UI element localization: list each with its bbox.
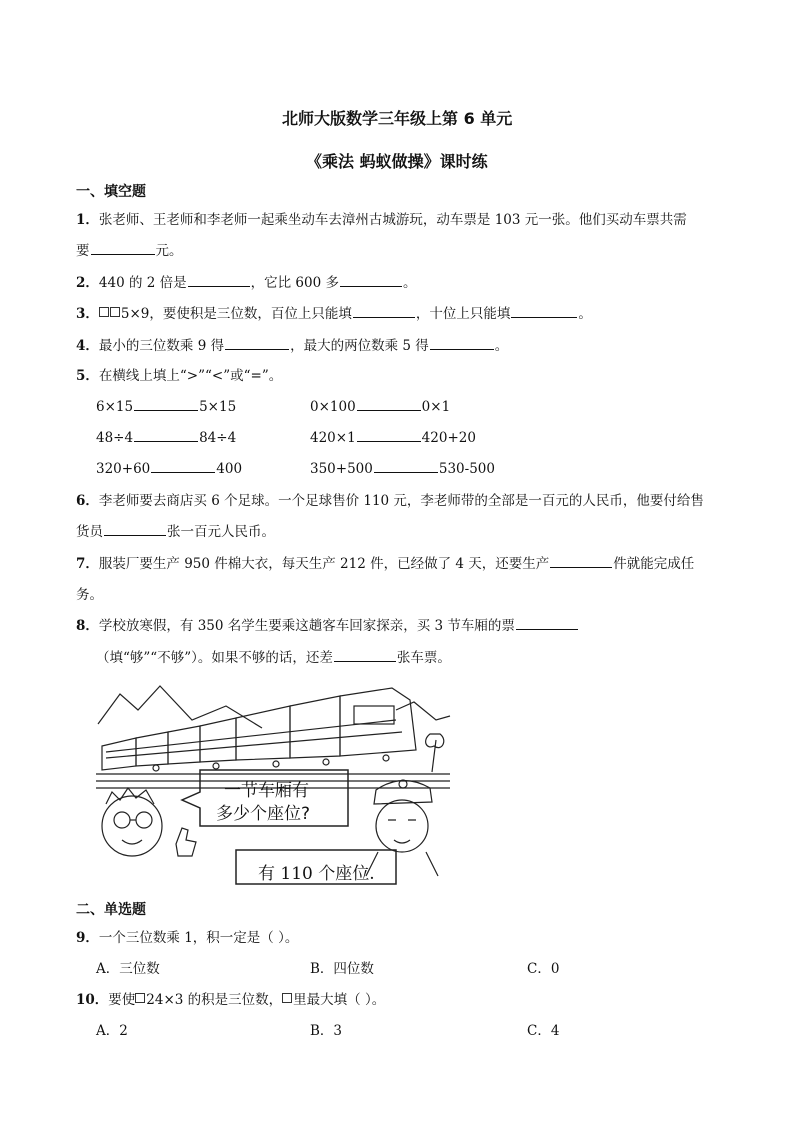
question-text: 学校放寒假，有 350 名学生要乘这趟客车回家探亲，买 3 节车厢的票 bbox=[98, 618, 515, 634]
question-text: 要使 bbox=[108, 992, 136, 1008]
answer-blank[interactable] bbox=[550, 553, 612, 568]
question-text: ，十位上只能填 bbox=[415, 306, 511, 322]
question-4 bbox=[76, 334, 508, 354]
page-subtitle: 《乘法 蚂蚁做操》课时练 bbox=[306, 152, 488, 171]
compare-item bbox=[96, 458, 242, 477]
question-1 bbox=[76, 208, 687, 228]
question-text: 货员 bbox=[76, 524, 103, 540]
question-text: 张一百元人民币。 bbox=[167, 524, 275, 540]
question-10 bbox=[76, 988, 385, 1008]
question-text: ，它比 600 多 bbox=[250, 275, 339, 291]
question-text: 张车票。 bbox=[396, 650, 451, 666]
expression-right: 530-500 bbox=[438, 461, 495, 477]
tree-icon bbox=[426, 734, 444, 772]
answer-blank[interactable] bbox=[430, 335, 494, 350]
option-a[interactable]: A．2 bbox=[96, 1023, 128, 1039]
question-8 bbox=[76, 614, 579, 634]
answer-blank[interactable] bbox=[334, 647, 396, 662]
speech-bubble-line1: 一节车厢有 bbox=[224, 781, 309, 801]
question-text: 要 bbox=[76, 243, 90, 259]
expression-left: 350+500 bbox=[310, 461, 373, 477]
question-6-line2 bbox=[76, 520, 275, 540]
section-heading-single-choice: 二、单选题 bbox=[76, 902, 146, 918]
question-text: （填“够”“不够”）。如果不够的话，还差 bbox=[96, 650, 333, 666]
digit-box-icon bbox=[135, 993, 145, 1003]
question-3 bbox=[76, 302, 592, 322]
question-text: 。 bbox=[403, 275, 417, 291]
expression-right: 5×15 bbox=[199, 399, 237, 415]
expression-right: 400 bbox=[216, 461, 243, 477]
conductor-icon bbox=[366, 780, 438, 876]
question-number: 7． bbox=[76, 556, 99, 572]
expression-left: 0×100 bbox=[310, 399, 356, 415]
question-number: 4． bbox=[76, 338, 99, 354]
question-text: 在横线上填上“>”“<”或“=”。 bbox=[98, 368, 283, 384]
question-text: 一个三位数乘 1，积一定是（ ）。 bbox=[98, 930, 299, 946]
answer-blank[interactable] bbox=[516, 615, 578, 630]
question-text: 440 的 2 倍是 bbox=[98, 275, 187, 291]
question-1-line2 bbox=[76, 239, 183, 259]
question-text: ，最大的两位数乘 5 得 bbox=[290, 338, 429, 354]
mountain-icon bbox=[98, 686, 262, 728]
digit-box-icon bbox=[282, 993, 292, 1003]
train-icon bbox=[102, 688, 416, 771]
question-text: 元。 bbox=[155, 243, 183, 259]
question-7 bbox=[76, 552, 694, 572]
question-9 bbox=[76, 926, 298, 946]
question-number: 3． bbox=[76, 306, 99, 322]
question-number: 2． bbox=[76, 275, 99, 291]
question-text: 最小的三位数乘 9 得 bbox=[98, 338, 225, 354]
expression-right: 84÷4 bbox=[199, 430, 237, 446]
question-text: 。 bbox=[494, 338, 509, 354]
option-c[interactable]: C．4 bbox=[527, 1023, 560, 1039]
option-b[interactable]: B．四位数 bbox=[310, 961, 374, 977]
question-text: 24×3 的积是三位数， bbox=[146, 992, 283, 1008]
question-text: 务。 bbox=[76, 587, 103, 603]
option-a[interactable]: A．三位数 bbox=[96, 961, 160, 977]
option-b[interactable]: B．3 bbox=[310, 1023, 343, 1039]
expression-left: 6×15 bbox=[96, 399, 134, 415]
expression-left: 420×1 bbox=[310, 430, 356, 446]
thumbs-up-icon bbox=[176, 828, 196, 856]
question-number: 1． bbox=[76, 212, 99, 228]
answer-blank[interactable] bbox=[91, 240, 155, 255]
question-7-line2 bbox=[76, 583, 103, 603]
compare-item bbox=[310, 427, 476, 446]
question-8-line2 bbox=[96, 646, 451, 666]
question-text: 张老师、王老师和李老师一起乘坐动车去漳州古城游玩，动车票是 103 元一张。他们买动车票共需 bbox=[98, 212, 687, 228]
expression-right: 0×1 bbox=[421, 399, 451, 415]
answer-blank[interactable] bbox=[374, 458, 438, 473]
answer-blank[interactable] bbox=[134, 396, 198, 411]
answer-box-text: 有 110 个座位. bbox=[258, 864, 375, 884]
question-number: 10． bbox=[76, 992, 109, 1008]
expression-right: 420+20 bbox=[421, 430, 476, 446]
question-5 bbox=[76, 364, 282, 384]
question-text: 服装厂要生产 950 件棉大衣，每天生产 212 件，已经做了 4 天，还要生产 bbox=[98, 556, 550, 572]
answer-blank[interactable] bbox=[353, 303, 415, 318]
answer-blank[interactable] bbox=[511, 303, 577, 318]
question-text: 。 bbox=[578, 306, 592, 322]
question-text: 里最大填（ ）。 bbox=[293, 992, 386, 1008]
question-6 bbox=[76, 489, 704, 509]
compare-item bbox=[96, 396, 236, 415]
compare-item bbox=[310, 458, 495, 477]
answer-blank[interactable] bbox=[340, 272, 402, 287]
speech-bubble-line2: 多少个座位? bbox=[216, 804, 311, 824]
answer-blank[interactable] bbox=[188, 272, 250, 287]
answer-blank[interactable] bbox=[151, 458, 215, 473]
question-number: 8． bbox=[76, 618, 99, 634]
digit-box-icon bbox=[99, 307, 109, 317]
answer-blank[interactable] bbox=[104, 521, 166, 536]
question-number: 5． bbox=[76, 368, 99, 384]
question-text: 件就能完成任 bbox=[613, 556, 695, 572]
expression-left: 48÷4 bbox=[96, 430, 134, 446]
option-c[interactable]: C．0 bbox=[527, 961, 560, 977]
question-number: 6． bbox=[76, 493, 99, 509]
answer-blank[interactable] bbox=[357, 427, 421, 442]
digit-box-icon bbox=[110, 307, 120, 317]
expression-left: 320+60 bbox=[96, 461, 151, 477]
question-2 bbox=[76, 271, 417, 291]
question-text: 5×9，要使积是三位数，百位上只能填 bbox=[120, 306, 352, 322]
answer-blank[interactable] bbox=[357, 396, 421, 411]
answer-blank[interactable] bbox=[225, 335, 289, 350]
page-title: 北师大版数学三年级上第 6 单元 bbox=[282, 109, 513, 128]
answer-blank[interactable] bbox=[134, 427, 198, 442]
boy-icon bbox=[102, 788, 196, 856]
compare-item bbox=[310, 396, 450, 415]
question-text: 李老师要去商店买 6 个足球。一个足球售价 110 元，李老师带的全部是一百元的人民币，他要付给售 bbox=[98, 493, 704, 509]
section-heading-fill-blank: 一、填空题 bbox=[76, 184, 146, 200]
compare-item bbox=[96, 427, 236, 446]
question-number: 9． bbox=[76, 930, 99, 946]
